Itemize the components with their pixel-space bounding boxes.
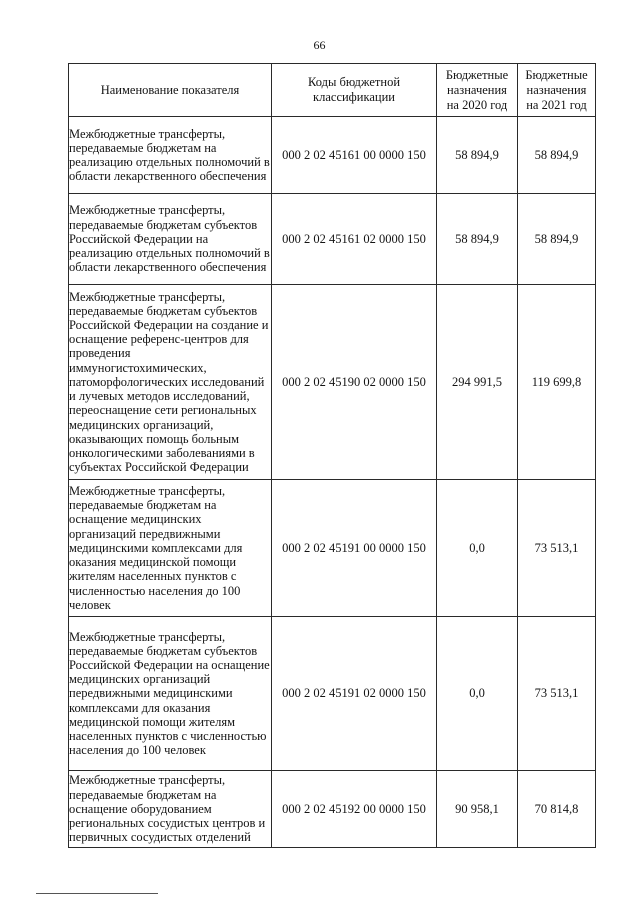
row-code: 000 2 02 45191 02 0000 150 — [272, 617, 437, 771]
row-2020-value: 90 958,1 — [437, 771, 518, 848]
row-name: Межбюджетные трансферты, передаваемые бюджетам субъектов Российской Федерации на реализацию отдельных полномочий в области лекарственного обеспечения — [69, 194, 272, 285]
row-code: 000 2 02 45161 02 0000 150 — [272, 194, 437, 285]
table-row — [69, 480, 596, 617]
header-budget-code: Коды бюджетной классификации — [272, 64, 437, 117]
header-indicator-name: Наименование показателя — [69, 64, 272, 117]
row-code: 000 2 02 45192 00 0000 150 — [272, 771, 437, 848]
table-row — [69, 194, 596, 285]
row-2020-value: 58 894,9 — [437, 117, 518, 194]
row-name: Межбюджетные трансферты, передаваемые бюджетам субъектов Российской Федерации на оснащение медицинских организаций передвижными медицинскими комплексами для оказания медицинской помощи жителям населенных пунктов с численностью населения до 100 человек — [69, 617, 272, 771]
table-header-row — [69, 64, 596, 117]
row-code: 000 2 02 45191 00 0000 150 — [272, 480, 437, 617]
row-2021-value: 73 513,1 — [518, 480, 596, 617]
row-2020-value: 0,0 — [437, 617, 518, 771]
row-2020-value: 294 991,5 — [437, 285, 518, 480]
table-row — [69, 117, 596, 194]
table-row — [69, 771, 596, 848]
row-name: Межбюджетные трансферты, передаваемые бюджетам на оснащение оборудованием региональных сосудистых центров и первичных сосудистых отделений — [69, 771, 272, 848]
row-2021-value: 119 699,8 — [518, 285, 596, 480]
row-2021-value: 73 513,1 — [518, 617, 596, 771]
footer-divider — [36, 893, 158, 894]
row-code: 000 2 02 45190 02 0000 150 — [272, 285, 437, 480]
row-2020-value: 58 894,9 — [437, 194, 518, 285]
header-budget-2020: Бюджетные назначения на 2020 год — [437, 64, 518, 117]
page-number: 66 — [313, 38, 326, 52]
budget-table — [68, 63, 596, 848]
row-code: 000 2 02 45161 00 0000 150 — [272, 117, 437, 194]
row-2021-value: 70 814,8 — [518, 771, 596, 848]
row-name: Межбюджетные трансферты, передаваемые бюджетам на оснащение медицинских организаций передвижными медицинскими комплексами для оказания медицинской помощи жителям населенных пунктов с численностью населения до 100 человек — [69, 480, 272, 617]
table-row — [69, 285, 596, 480]
row-2021-value: 58 894,9 — [518, 194, 596, 285]
table-row — [69, 617, 596, 771]
row-2020-value: 0,0 — [437, 480, 518, 617]
row-name: Межбюджетные трансферты, передаваемые бюджетам на реализацию отдельных полномочий в области лекарственного обеспечения — [69, 117, 272, 194]
header-budget-2021: Бюджетные назначения на 2021 год — [518, 64, 596, 117]
row-name: Межбюджетные трансферты, передаваемые бюджетам субъектов Российской Федерации на создание и оснащение референс-центров для проведения иммуногистохимических, патоморфологических исследований и лучевых методов исследований, переоснащение сети региональных медицинских организаций, оказывающих помощь больным онкологическими заболеваниями в субъектах Российской Федерации — [69, 285, 272, 480]
row-2021-value: 58 894,9 — [518, 117, 596, 194]
